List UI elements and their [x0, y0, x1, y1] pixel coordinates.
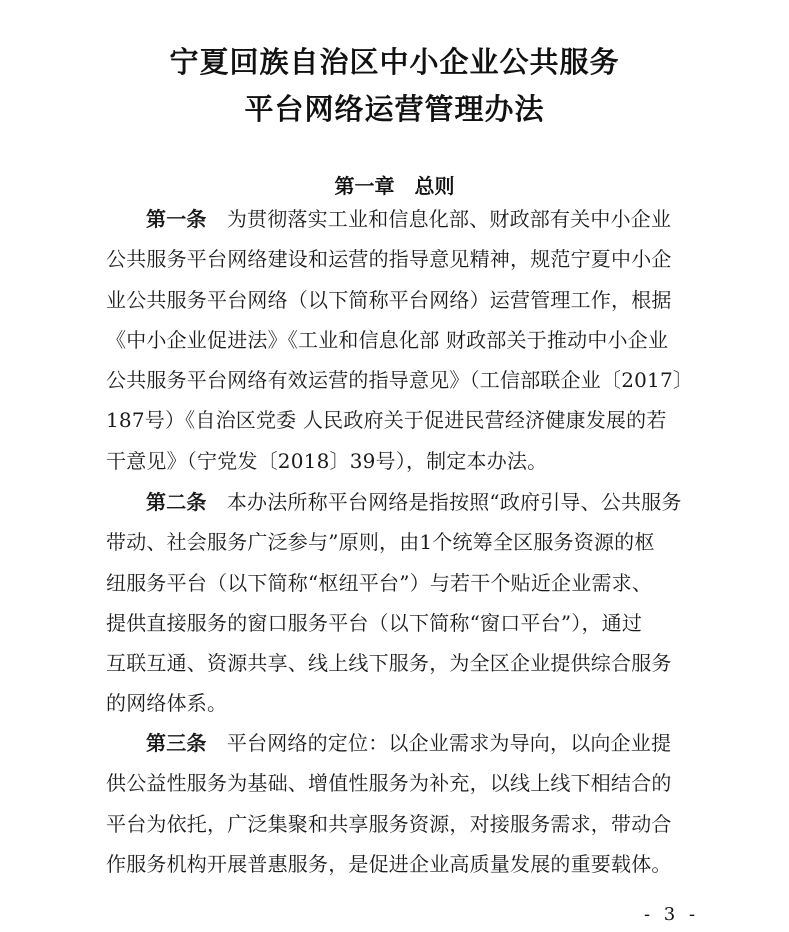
chapter-heading: 第一章 总则: [334, 174, 455, 198]
page-number: - 3 -: [644, 904, 700, 925]
paragraph-line: 作服务机构开展普惠服务，是促进企业高质量发展的重要载体。: [106, 851, 672, 876]
paragraph-line: 供公益性服务为基础、增值性服务为补充，以线上线下相结合的: [106, 771, 672, 796]
paragraph-line: 187号）《自治区党委 人民政府关于促进民营经济健康发展的若: [106, 408, 667, 433]
paragraph-text: 平台网络的定位：以企业需求为导向，以向企业提: [226, 731, 672, 755]
paragraph-line: 的网络体系。: [106, 691, 228, 716]
paragraph-line: 平台为依托，广泛集聚和共享服务资源，对接服务需求，带动合: [106, 811, 672, 836]
paragraph-line: 干意见》（宁党发〔2018〕39号），制定本办法。: [106, 448, 548, 473]
paragraph-line: [106, 723, 698, 763]
paragraph-line: 带动、社会服务广泛参与”原则，由1个统筹全区服务资源的枢: [106, 530, 655, 555]
article-2: [106, 482, 698, 724]
article-1: [106, 199, 698, 481]
article-label: 第二条: [146, 490, 207, 514]
paragraph-line: 公共服务平台网络有效运营的指导意见》（工信部联企业〔2017〕: [106, 368, 694, 393]
paragraph-line: 业公共服务平台网络（以下简称平台网络）运营管理工作，根据: [106, 287, 672, 312]
paragraph-line: 纽服务平台（以下简称“枢纽平台”）与若干个贴近企业需求、: [106, 570, 653, 595]
paragraph-line: 提供直接服务的窗口服务平台（以下简称“窗口平台”），通过: [106, 610, 643, 635]
paragraph-line: 互联互通、资源共享、线上线下服务，为全区企业提供综合服务: [106, 651, 672, 676]
article-label: 第一条: [146, 207, 207, 231]
document-title-line-1: 宁夏回族自治区中小企业公共服务: [169, 45, 620, 79]
paragraph-line: 《中小企业促进法》《工业和信息化部 财政部关于推动中小企业: [106, 327, 669, 352]
article-label: 第三条: [146, 731, 207, 755]
article-3: [106, 723, 698, 884]
paragraph-line: [106, 482, 698, 522]
paragraph-line: [106, 199, 698, 239]
paragraph-line: 公共服务平台网络建设和运营的指导意见精神，规范宁夏中小企: [106, 247, 672, 272]
document-title-line-2: 平台网络运营管理办法: [244, 92, 545, 126]
paragraph-text: 本办法所称平台网络是指按照“政府引导、公共服务: [226, 490, 682, 514]
paragraph-text: 为贯彻落实工业和信息化部、财政部有关中小企业: [226, 207, 672, 231]
